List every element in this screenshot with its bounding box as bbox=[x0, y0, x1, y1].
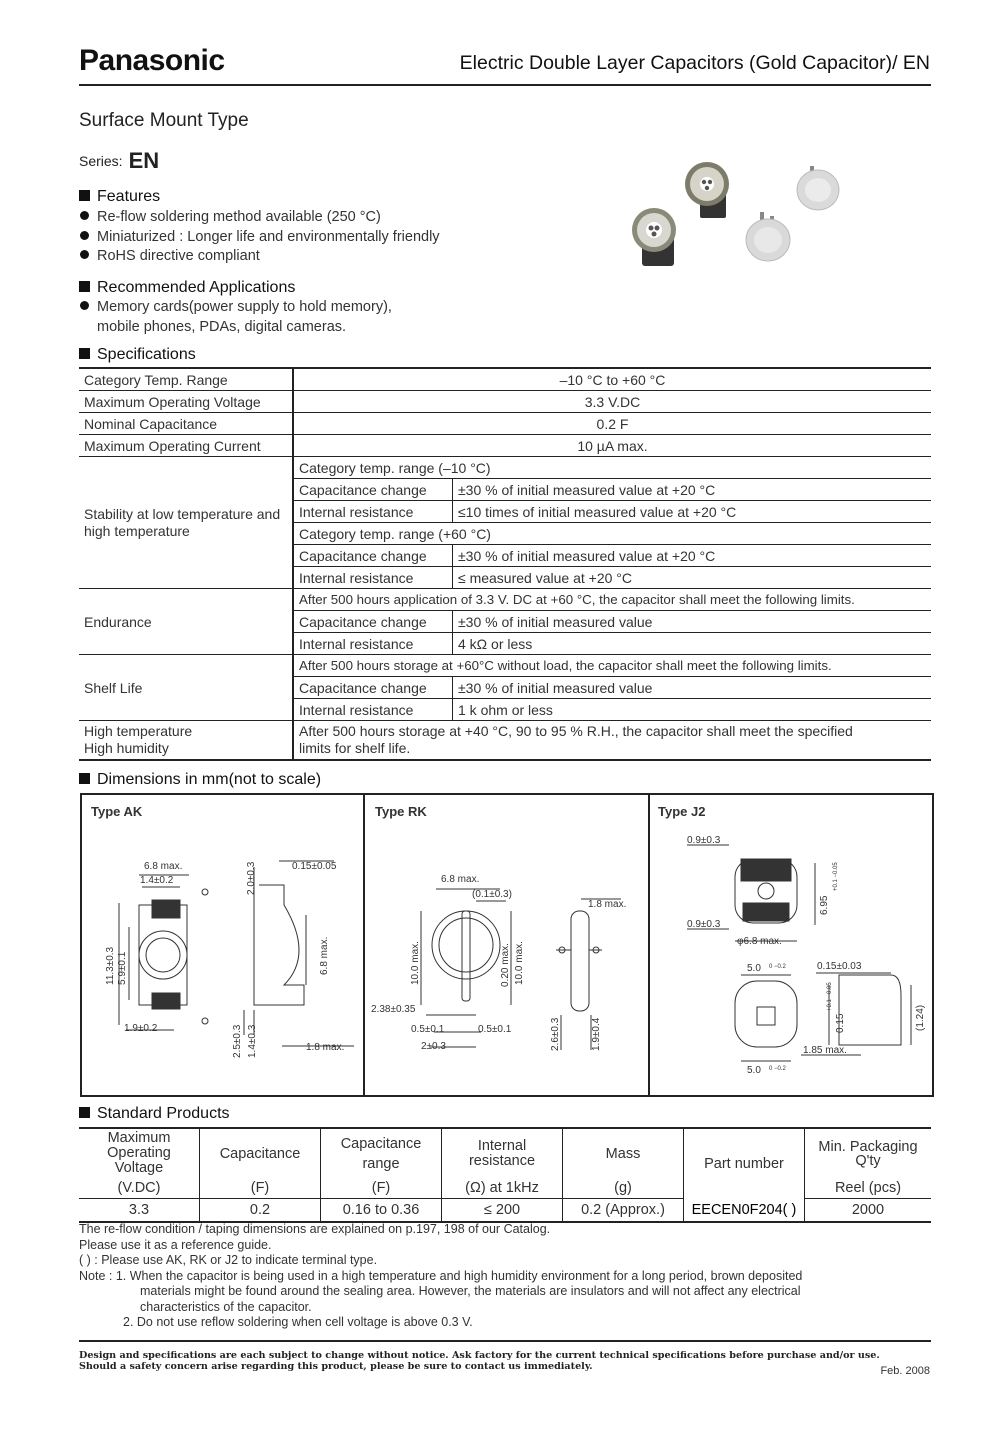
ak-side-2: 0.15±0.05 bbox=[292, 861, 337, 872]
note-line: 2. Do not use reflow soldering when cell voltage is above 0.3 V. bbox=[123, 1315, 473, 1329]
standard-products-heading: Standard Products bbox=[79, 1105, 230, 1123]
footer-disclaimer: Design and specifications are each subject to change without notice. Ask factory for the current technical specifications before purchase and/or use. Should a safety concern arise regarding this product, please be sure to contact us immediately. bbox=[79, 1350, 880, 1372]
feature-item: Miniaturized : Longer life and environmentally friendly bbox=[80, 228, 440, 248]
capacitor-photo-2 bbox=[685, 162, 729, 218]
series-label: Series: bbox=[79, 153, 123, 169]
j2-thickness: 0.15±0.03 bbox=[817, 961, 862, 972]
page-subtitle: Surface Mount Type bbox=[79, 110, 249, 131]
j2-height-tol: +0.1 −0.05 bbox=[833, 862, 839, 891]
rk-dim-l3: 0.5±0.1 bbox=[478, 1024, 512, 1035]
divider bbox=[363, 795, 365, 1095]
ak-dim-c: 5.9±0.1 bbox=[117, 951, 128, 985]
series-name: EN bbox=[128, 148, 160, 173]
type-j2-drawing bbox=[651, 825, 929, 1093]
rk-dim-h2: 0.20 max. bbox=[500, 943, 511, 987]
type-ak-label: Type AK bbox=[91, 804, 143, 819]
spec-row-humidity: High temperature High humidity After 500 hours storage at +40 °C, 90 to 95 % R.H., the capacitor shall meet the specified limits for shelf life. bbox=[79, 721, 931, 761]
features-list bbox=[80, 208, 440, 267]
header-rule bbox=[79, 84, 931, 86]
rk-height: 10.0 max. bbox=[410, 941, 421, 985]
bullet-icon bbox=[80, 250, 89, 259]
j2-dim-t3: (1.24) bbox=[915, 1004, 926, 1031]
specifications-heading: Specifications bbox=[79, 346, 196, 364]
bullet-icon bbox=[80, 211, 89, 220]
j2-dim-a: 0.9±0.3 bbox=[687, 835, 721, 846]
dimensions-box bbox=[80, 793, 934, 1097]
j2-width: 5.0 bbox=[747, 963, 761, 974]
note-line: ( ) : Please use AK, RK or J2 to indicate terminal type. bbox=[79, 1253, 378, 1267]
rk-dim-l1: 2.38±0.35 bbox=[371, 1004, 416, 1015]
specifications-table: Category Temp. Range –10 °C to +60 °C Maximum Operating Voltage 3.3 V.DC Nominal Capacitance 0.2 F Maximum Operating Current 10 µA max. Stability at low temperature and high temperature Category temp. range (–10 °C) Capacitance change ±30 % of initial measured value at +20 °C Internal resistance ≤10 times of initial measured value at +20 °C Category temp. range (+60 °C) Capacitance change ±30 % of initial measured value at +20 °C Internal resistance ≤ measured value at +20 °C Endurance After 500 hours application of 3.3 V. DC at +60 °C, the capacitor shall meet the following limits. Capacitance change ±30 % of initial measured value Internal resistance 4 kΩ or less Shelf Life After 500 hours storage at +60°C without load, the capacitor shall meet the following limits. Capacitance change ±30 % of initial measured value Internal resistance 1 k ohm or less High temperature High humidity After 500 hours storage at +40 °C, 90 to 95 % R.H., the capacitor shall meet the specified limits for shelf life. bbox=[79, 367, 931, 761]
ak-side-4: 2.5±0.3 bbox=[232, 1024, 243, 1058]
rk-dim-l2: 0.5±0.1 bbox=[411, 1024, 445, 1035]
note-line: materials might be found around the sealing area. However, the materials are insulators and will not affect any electrical bbox=[140, 1284, 801, 1298]
type-ak-drawing bbox=[84, 835, 362, 1093]
ak-side-6: 1.8 max. bbox=[306, 1042, 345, 1053]
ak-dim-b: 1.9±0.2 bbox=[124, 1023, 158, 1034]
table-header-row: Maximum Operating Voltage Capacitance Capacitance range Internal resistance Mass Part number Min. Packaging Q'ty bbox=[79, 1128, 931, 1178]
notes bbox=[79, 1222, 929, 1331]
j2-dim-t2-tol: +0.1 −0.05 bbox=[827, 982, 833, 1011]
spec-row: Nominal Capacitance 0.2 F bbox=[79, 413, 931, 435]
spec-row-endurance: Endurance After 500 hours application of 3.3 V. DC at +60 °C, the capacitor shall meet the following limits. bbox=[79, 589, 931, 611]
capacitor-photo-4 bbox=[797, 166, 839, 210]
spec-row-stability: Stability at low temperature and high temperature Category temp. range (–10 °C) bbox=[79, 457, 931, 479]
j2-side: 1.85 max. bbox=[803, 1045, 847, 1056]
applications-list bbox=[80, 298, 392, 337]
ak-side-5: 1.4±0.3 bbox=[247, 1024, 258, 1058]
divider bbox=[648, 795, 650, 1095]
note-line: characteristics of the capacitor. bbox=[140, 1299, 312, 1314]
j2-width-tol: 0 −0.2 bbox=[769, 964, 786, 970]
dimensions-heading: Dimensions in mm(not to scale) bbox=[79, 771, 321, 789]
brand-logo: Panasonic bbox=[79, 44, 225, 77]
rk-side-3: 1.9±0.4 bbox=[591, 1017, 602, 1051]
bullet-icon bbox=[80, 231, 89, 240]
j2-height: 6.95 bbox=[819, 895, 830, 915]
ak-side-1: 2.0±0.3 bbox=[246, 861, 257, 895]
rk-dim-h3: 10.0 max. bbox=[514, 941, 525, 985]
table-row: 3.3 0.2 0.16 to 0.36 ≤ 200 0.2 (Approx.) EECEN0F204( ) 2000 bbox=[79, 1199, 931, 1223]
applications-heading: Recommended Applications bbox=[79, 279, 295, 297]
note-line: Please use it as a reference guide. bbox=[79, 1237, 272, 1252]
spec-row: Maximum Operating Voltage 3.3 V.DC bbox=[79, 391, 931, 413]
j2-dim-b: 0.9±0.3 bbox=[687, 919, 721, 930]
standard-products-table bbox=[79, 1127, 931, 1223]
capacitor-photo-3 bbox=[746, 212, 790, 261]
note-line: Note : 1. When the capacitor is being used in a high temperature and high humidity environment for a long period, brown deposited bbox=[79, 1268, 803, 1283]
spec-row: Category Temp. Range –10 °C to +60 °C bbox=[79, 368, 931, 391]
ak-side-3: 6.8 max. bbox=[319, 936, 330, 975]
features-heading: Features bbox=[79, 188, 160, 206]
type-rk-drawing bbox=[366, 835, 646, 1093]
document-date: Feb. 2008 bbox=[880, 1365, 930, 1377]
footer-rule bbox=[79, 1340, 931, 1342]
application-item-continued: mobile phones, PDAs, digital cameras. bbox=[97, 318, 347, 335]
product-photo bbox=[620, 160, 850, 270]
rk-side-2: 2.6±0.3 bbox=[550, 1017, 561, 1051]
rk-dim-l4: 2±0.3 bbox=[421, 1041, 446, 1052]
capacitor-photo-1 bbox=[632, 208, 676, 266]
bullet-icon bbox=[80, 301, 89, 310]
table-unit-row: (V.DC) (F) (F) (Ω) at 1kHz (g) Reel (pcs) bbox=[79, 1178, 931, 1199]
application-item: Memory cards(power supply to hold memory), bbox=[80, 298, 392, 318]
rk-width: 6.8 max. bbox=[441, 874, 480, 885]
spec-row-shelf-life: Shelf Life After 500 hours storage at +60°C without load, the capacitor shall meet the following limits. bbox=[79, 655, 931, 677]
note-line: The re-flow condition / taping dimensions are explained on p.197, 198 of our Catalog. bbox=[79, 1222, 551, 1236]
document-title: Electric Double Layer Capacitors (Gold Capacitor)/ EN bbox=[459, 52, 930, 74]
feature-item: RoHS directive compliant bbox=[80, 247, 440, 267]
type-rk-label: Type RK bbox=[375, 804, 427, 819]
ak-width: 6.8 max. bbox=[144, 861, 183, 872]
ak-height: 11.3±0.3 bbox=[105, 946, 116, 985]
rk-dim-p: (0.1±0.3) bbox=[472, 889, 512, 900]
spec-row: Maximum Operating Current 10 µA max. bbox=[79, 435, 931, 457]
j2-diameter: φ6.8 max. bbox=[737, 936, 782, 947]
j2-width-2-tol: 0 −0.2 bbox=[769, 1066, 786, 1072]
type-j2-label: Type J2 bbox=[658, 804, 706, 819]
series-line bbox=[79, 148, 159, 174]
j2-dim-t2: 0.15 bbox=[835, 1013, 846, 1033]
rk-side-1: 1.8 max. bbox=[588, 899, 627, 910]
j2-width-2: 5.0 bbox=[747, 1065, 761, 1076]
ak-dim-a: 1.4±0.2 bbox=[140, 875, 174, 886]
feature-item: Re-flow soldering method available (250 °C) bbox=[80, 208, 440, 228]
